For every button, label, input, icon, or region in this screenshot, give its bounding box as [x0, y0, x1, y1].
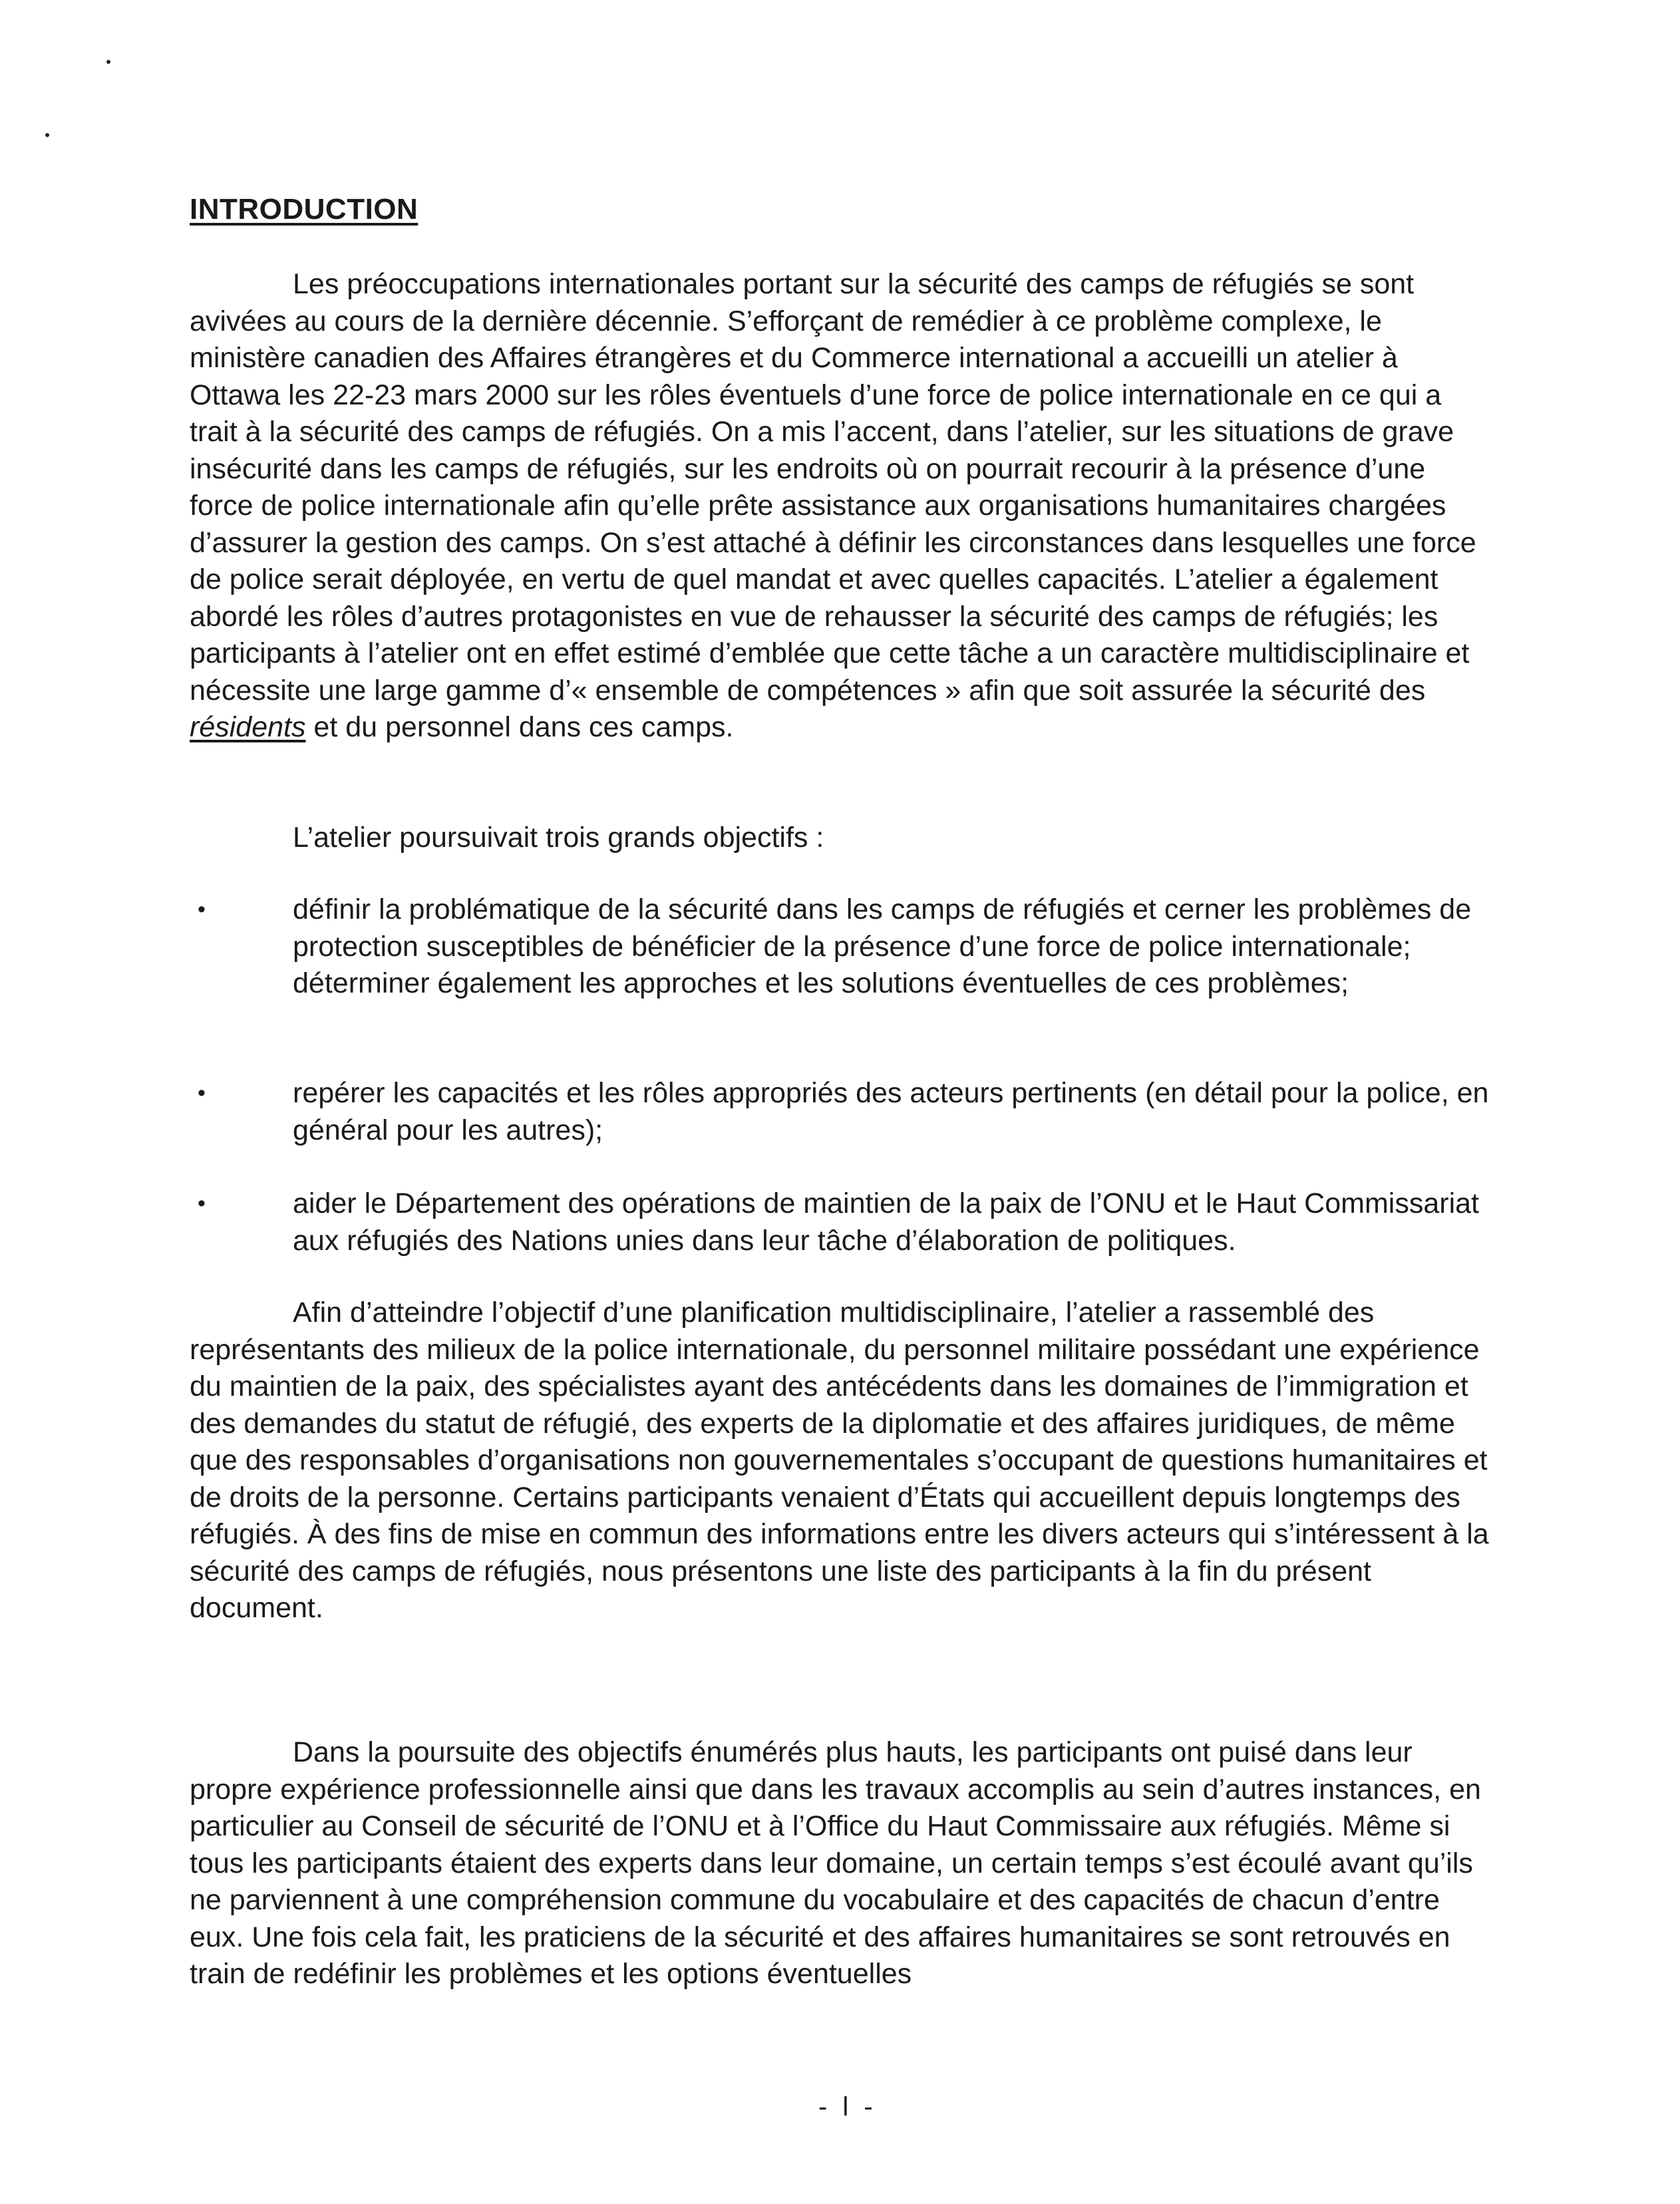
intro-paragraph-tail: et du personnel dans ces camps.	[305, 711, 734, 743]
section-heading: INTRODUCTION	[190, 193, 419, 226]
bullet-marker: •	[198, 897, 206, 922]
bullet-marker: •	[198, 1080, 206, 1106]
objective-text: aider le Département des opérations de maintien de la paix de l’ONU et le Haut Commissariat aux réfugiés des Nations unies dans leur tâche d’élaboration de politiques.	[293, 1187, 1479, 1257]
intro-paragraph	[190, 266, 1494, 746]
intro-paragraph-text: Les préoccupations internationales portant sur la sécurité des camps de réfugiés se sont avivées au cours de la dernière décennie. S’efforçant de remédier à ce problème complexe, le ministère canadien des Affaires étrangères et du Commerce international a accueilli un atelier à Ottawa les 22-23 mars 2000 sur les rôles éventuels d’une force de police internationale en ce qui a trait à la sécurité des camps de réfugiés. On a mis l’accent, dans l’atelier, sur les situations de grave insécurité dans les camps de réfugiés, sur les endroits où on pourrait recourir à la présence d’une force de police internationale afin qu’elle prête assistance aux organisations humanitaires chargées d’assurer la gestion des camps. On s’est attaché à définir les circonstances dans lesquelles une force de police serait déployée, en vertu de quel mandat et avec quelles capacités. L’atelier a également abordé les rôles d’autres protagonistes en vue de rehausser la sécurité des camps de réfugiés; les participants à l’atelier ont en effet estimé d’emblée que cette tâche a un caractère multidisciplinaire et nécessite une large gamme d’« ensemble de compétences » afin que soit assurée la sécurité des	[190, 268, 1476, 707]
objective-text: repérer les capacités et les rôles appropriés des acteurs pertinents (en détail pour la police, en général pour les autres);	[293, 1077, 1489, 1146]
bullet-marker: •	[198, 1191, 206, 1216]
emphasized-word: résidents	[190, 711, 306, 743]
objectives-intro: L’atelier poursuivait trois grands objectifs :	[293, 822, 824, 854]
objective-text: définir la problématique de la sécurité dans les camps de réfugiés et cerner les problèmes de protection susceptibles de bénéficier de la présence d’une force de police internationale; déterminer également les approches et les solutions éventuelles de ces problèmes;	[293, 893, 1472, 999]
approach-paragraph: Dans la poursuite des objectifs énumérés plus hauts, les participants ont puisé dans leur propre expérience professionnelle ainsi que dans les travaux accomplis au sein d’autres instances, en particulier au Conseil de sécurité de l’ONU et à l’Office du Haut Commissaire aux réfugiés. Même si tous les participants étaient des experts dans leur domaine, un certain temps s’est écoulé avant qu’ils ne parviennent à une compréhension commune du vocabulaire et des capacités de chacun d’entre eux. Une fois cela fait, les praticiens de la sécurité et des affaires humanitaires se sont retrouvés en train de redéfinir les problèmes et les options éventuelles	[190, 1736, 1481, 1990]
scan-speck	[45, 133, 49, 137]
scan-speck	[106, 60, 110, 64]
page-number: - l -	[818, 2092, 877, 2122]
participants-paragraph: Afin d’atteindre l’objectif d’une planification multidisciplinaire, l’atelier a rassemblé des représentants des milieux de la police internationale, du personnel militaire possédant une expérience du maintien de la paix, des spécialistes ayant des antécédents dans les domaines de l’immigration et des demandes du statut de réfugié, des experts de la diplomatie et des affaires juridiques, de même que des responsables d’organisations non gouvernementales s’occupant de questions humanitaires et de droits de la personne. Certains participants venaient d’États qui accueillent depuis longtemps des réfugiés. À des fins de mise en commun des informations entre les divers acteurs qui s’intéressent à la sécurité des camps de réfugiés, nous présentons une liste des participants à la fin du présent document.	[190, 1297, 1489, 1624]
